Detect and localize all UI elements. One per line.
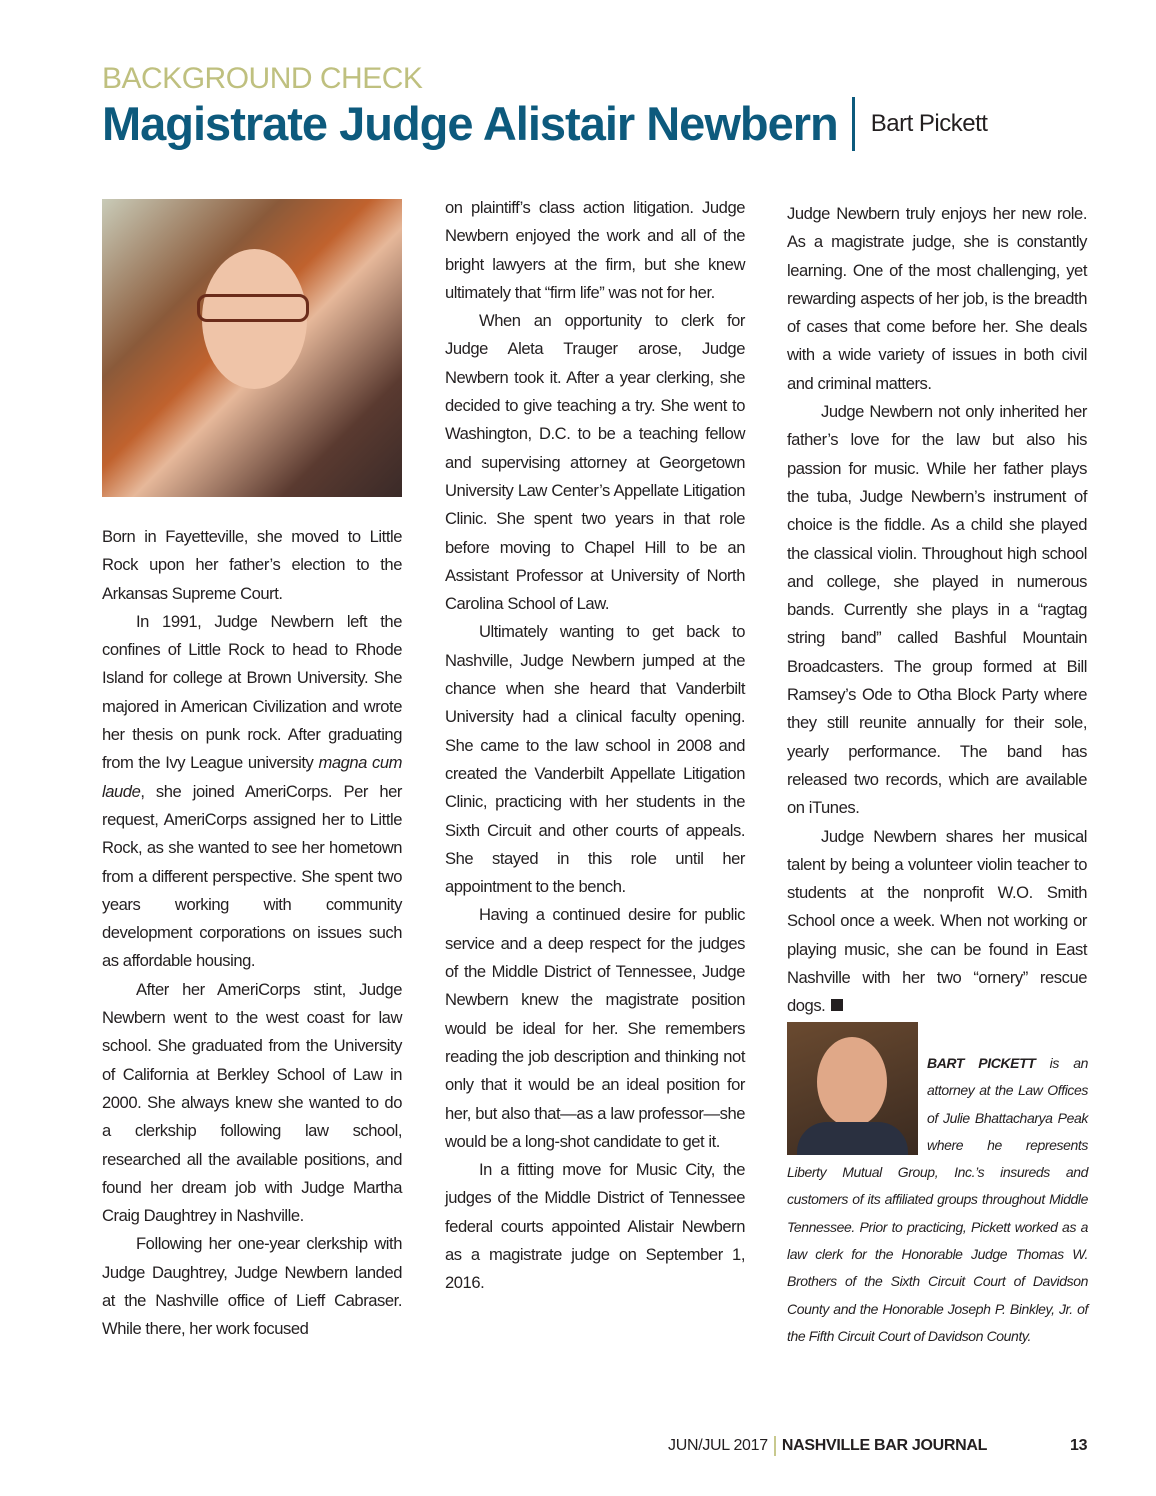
paragraph <box>102 608 402 976</box>
portrait-glasses <box>197 294 309 322</box>
article-title: Magistrate Judge Alistair Newbern <box>102 97 838 150</box>
page-number: 13 <box>1070 1437 1088 1454</box>
judge-portrait-photo <box>102 199 402 497</box>
text: , she joined AmeriCorps. Per her request, AmeriCorps assigned her to Little Rock, as she wanted to see her hometown from a different perspective. She spent two years working with community development corporations on issues such as affordable housing. <box>102 781 402 971</box>
paragraph <box>787 823 1087 1021</box>
footer-divider <box>774 1436 776 1456</box>
article-header <box>102 96 987 151</box>
issue-date: JUN/JUL 2017 <box>668 1437 768 1454</box>
italic-text: magna cum laude <box>102 753 402 801</box>
end-mark-icon <box>831 999 843 1011</box>
paragraph: Ultimately wanting to get back to Nashville, Judge Newbern jumped at the chance when she heard that Vanderbilt University had a clinical faculty opening. She came to the law school in 2008 and created the Vanderbilt Appellate Litigation Clinic, practicing with her students in the Sixth Circuit and other courts of appeals. She stayed in this role until her appointment to the bench. <box>445 622 745 897</box>
paragraph: Following her one-year clerkship with Judge Daughtrey, Judge Newbern landed at the Nashville office of Lieff Cabraser. While there, her work focused <box>102 1234 402 1339</box>
paragraph: After her AmeriCorps stint, Judge Newbern went to the west coast for law school. She graduated from the University of California at Berkley School of Law in 2000. She always knew she wanted to do a clerkship following law school, researched all the available positions, and found her dream job with Judge Martha Craig Daughtrey in Nashville. <box>102 979 402 1226</box>
paragraph: Judge Newbern not only inherited her father’s love for the law but also his passion for music. While her father plays the tuba, Judge Newbern’s instrument of choice is the fiddle. As a child she played the classical violin. Throughout high school and college, she played in numerous bands. Currently she plays in a “ragtag string band” called Bashful Mountain Broadcasters. The group formed at Bill Ramsey’s Ode to Otha Block Party where they still reunite annually for their sole, yearly performance. The band has released two records, which are available on iTunes. <box>787 402 1087 818</box>
journal-name: NASHVILLE BAR JOURNAL <box>781 1437 988 1454</box>
column-2 <box>445 194 745 1298</box>
column-1 <box>102 523 402 1344</box>
text: In 1991, Judge Newbern left the confines of Little Rock to head to Rhode Island for college at Brown University. She majored in American Civilization and wrote her thesis on punk rock. After graduating from the Ivy League university <box>102 611 402 773</box>
author-bio <box>787 1050 1088 1350</box>
title-divider <box>852 97 855 151</box>
byline: Bart Pickett <box>870 109 988 137</box>
photo-spacer <box>787 1022 927 1132</box>
paragraph: Born in Fayetteville, she moved to Little Rock upon her father’s election to the Arkansas Supreme Court. <box>102 527 402 603</box>
paragraph: Judge Newbern truly enjoys her new role. As a magistrate judge, she is constantly learning. One of the most challenging, yet rewarding aspects of her job, is the breadth of cases that come before her. She deals with a wide variety of issues in both civil and criminal matters. <box>787 204 1087 393</box>
paragraph: In a fitting move for Music City, the judges of the Middle District of Tennessee federal courts appointed Alistair Newbern as a magistrate judge on September 1, 2016. <box>445 1160 745 1293</box>
paragraph: When an opportunity to clerk for Judge Aleta Trauger arose, Judge Newbern took it. After a year clerking, she decided to give teaching a try. She went to Washington, D.C. to be a teaching fellow and supervising attorney at Georgetown University Law Center’s Appellate Litigation Clinic. She spent two years in that role before moving to Chapel Hill to be an Assistant Professor at University of North Carolina School of Law. <box>445 311 745 614</box>
bio-text: is an attorney at the Law Offices of Julie Bhattacharya Peak where he represents Liberty Mutual Group, Inc.’s insureds and customers of its affiliated groups throughout Middle Tennessee. Prior to practicing, Pickett worked as a law clerk for the Honorable Judge Thomas W. Brothers of the Sixth Circuit Court of Davidson County and the Honorable Joseph P. Binkley, Jr. of the Fifth Circuit Court of Davidson County. <box>787 1055 1089 1344</box>
page-footer <box>668 1436 1088 1456</box>
paragraph: on plaintiff’s class action litigation. Judge Newbern enjoyed the work and all of the bright lawyers at the firm, but she knew ultimately that “firm life” was not for her. <box>445 198 745 302</box>
paragraph: Having a continued desire for public service and a deep respect for the judges of the Middle District of Tennessee, Judge Newbern knew the magistrate position would be ideal for her. She remembers reading the job description and thinking not only that it would be an ideal position for her, but also that—as a law professor—she would be a long-shot candidate to get it. <box>445 905 745 1151</box>
section-kicker: BACKGROUND CHECK <box>102 62 423 95</box>
text: Judge Newbern shares her musical talent by being a volunteer violin teacher to students at the nonprofit W.O. Smith School once a week. When not working or playing music, she can be found in East Nashville with her two “ornery” rescue dogs. <box>787 826 1087 1016</box>
column-3 <box>787 200 1087 1021</box>
author-name: BART PICKETT <box>927 1055 1036 1071</box>
